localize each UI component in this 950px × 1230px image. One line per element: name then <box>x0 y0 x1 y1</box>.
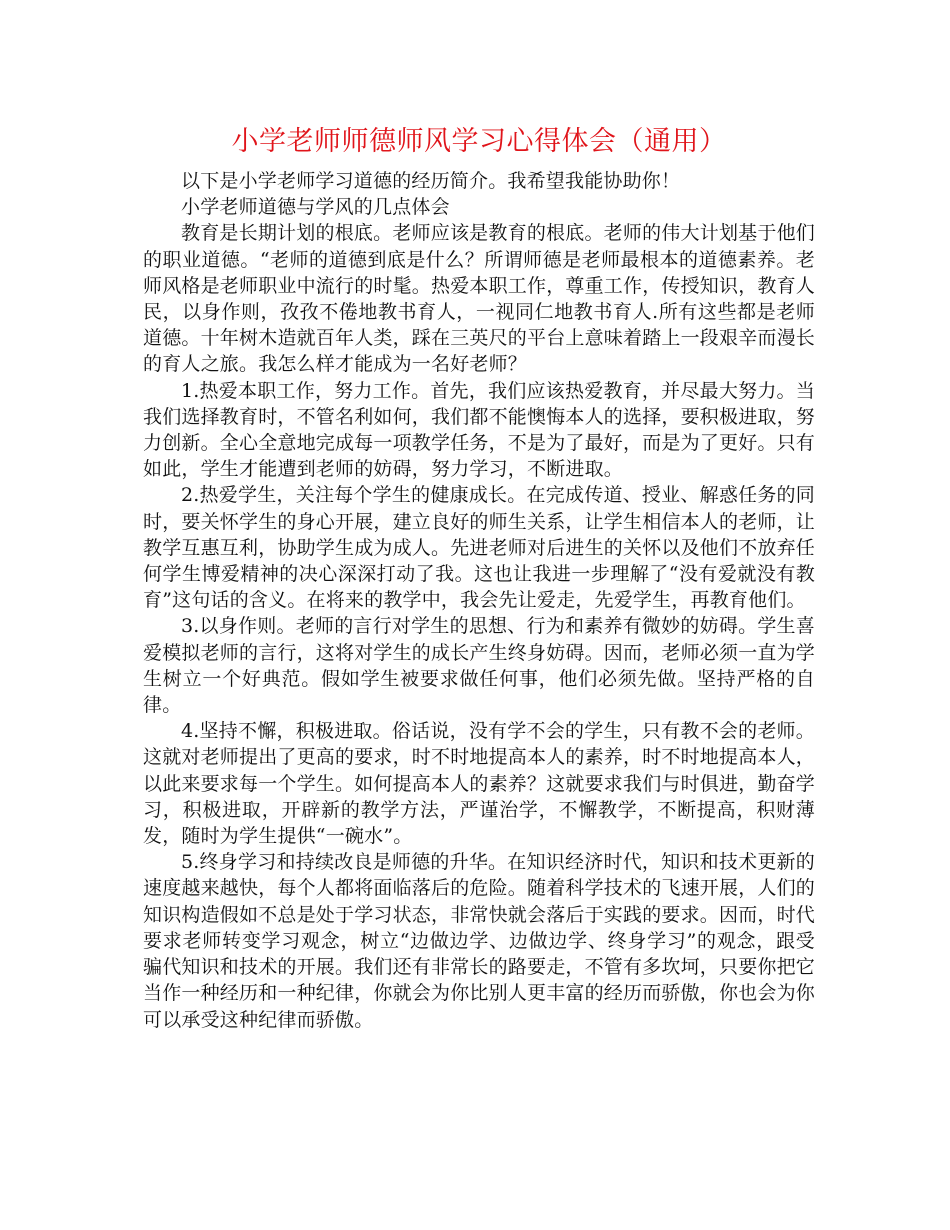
body-paragraph-2: 2.热爱学生，关注每个学生的健康成长。在完成传道、授业、解惑任务的同时，要关怀学生的身心开展，建立良好的师生关系，让学生相信本人的老师，让教学互惠互利，协助学生成为成人。先进老师对后进生的关怀以及他们不放弃任何学生博爱精神的决心深深打动了我。这也让我进一步理解了“没有爱就没有教育”这句话的含义。在将来的教学中，我会先让爱走，先爱学生，再教育他们。 <box>143 484 816 612</box>
body-paragraph-4: 4.坚持不懈，积极进取。俗话说，没有学不会的学生，只有教不会的老师。这就对老师提出了更高的要求，时不时地提高本人的素养，时不时地提高本人，以此来要求每一个学生。如何提高本人的素养？这就要求我们与时俱进，勤奋学习，积极进取，开辟新的教学方法，严谨治学，不懈教学，不断提高，积财薄发，随时为学生提供“一碗水”。 <box>143 720 816 848</box>
body-paragraph-5: 5.终身学习和持续改良是师德的升华。在知识经济时代，知识和技术更新的速度越来越快，每个人都将面临落后的危险。随着科学技术的飞速开展，人们的知识构造假如不总是处于学习状态，非常快就会落后于实践的要求。因而，时代要求老师转变学习观念，树立“边做边学、边做边学、终身学习”的观念，跟受骗代知识和技术的开展。我们还有非常长的路要走，不管有多坎坷，只要你把它当作一种经历和一种纪律，你就会为你比别人更丰富的经历而骄傲，你也会为你可以承受这种纪律而骄傲。 <box>143 851 816 1031</box>
body-paragraph-intro: 教育是长期计划的根底。老师应该是教育的根底。老师的伟大计划基于他们的职业道德。“老师的道德到底是什么？所谓师德是老师最根本的道德素养。老师风格是老师职业中流行的时髦。热爱本职工作，尊重工作，传授知识，教育人民，以身作则，孜孜不倦地教书育人，一视同仁地教书育人.所有这些都是老师道德。十年树木造就百年人类，踩在三英尺的平台上意味着踏上一段艰辛而漫长的育人之旅。我怎么样才能成为一名好老师？ <box>143 222 816 376</box>
document-body <box>143 118 815 1033</box>
body-paragraph-1: 1.热爱本职工作，努力工作。首先，我们应该热爱教育，并尽最大努力。当我们选择教育时，不管名利如何，我们都不能懊悔本人的选择，要积极进取，努力创新。全心全意地完成每一项教学任务，不是为了最好，而是为了更好。只有如此，学生才能遭到老师的妨碍，努力学习，不断进取。 <box>143 379 816 481</box>
body-paragraph-3: 3.以身作则。老师的言行对学生的思想、行为和素养有微妙的妨碍。学生喜爱模拟老师的言行，这将对学生的成长产生终身妨碍。因而，老师必须一直为学生树立一个好典范。假如学生被要求做任何事，他们必须先做。坚持严格的自律。 <box>143 615 816 717</box>
section-subtitle: 小学老师道德与学风的几点体会 <box>181 196 450 219</box>
intro-paragraph: 以下是小学老师学习道德的经历简介。我希望我能协助你！ <box>181 170 681 192</box>
document-title: 小学老师师德师风学习心得体会（通用） <box>231 126 727 157</box>
